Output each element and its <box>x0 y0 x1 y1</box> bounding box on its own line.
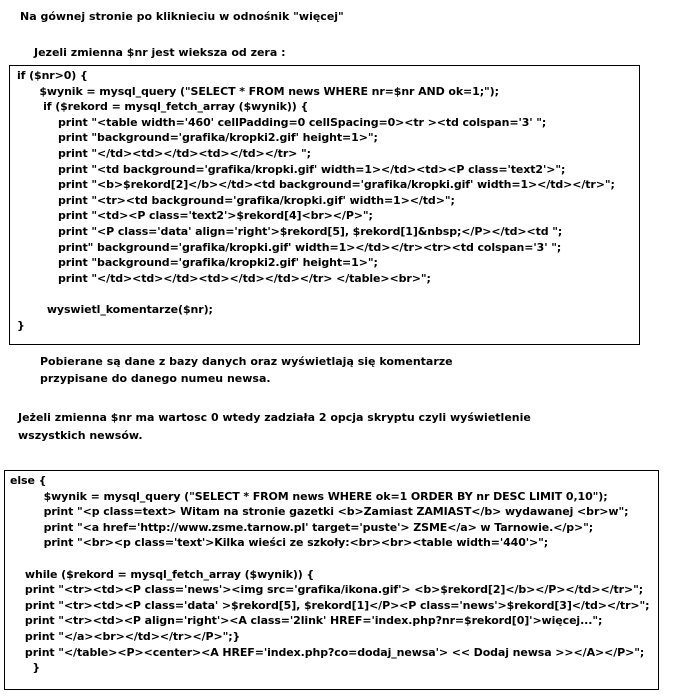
code-line: print "<br><p class='text'>Kilka wieści ze szkoły:<br><br><table width='440'>"; <box>10 536 549 550</box>
code-line: print "<tr><td><P align='right'><A class='2link' HREF='index.php?nr=$rekord[0]'>więcej..."; <box>10 614 603 628</box>
code-line: print "</td><td></td><td></td></tr> "; <box>17 146 311 160</box>
code-line: print "<tr><td><P class='news'><img src='grafika/ikona.gif'> <b>$rekord[2]</b></P></td></tr>"; <box>10 583 644 597</box>
code-line: print" background='grafika/kropki.gif' width=1></td></tr><tr><td colspan='3' "; <box>17 240 562 254</box>
code-line: print "background='grafika/kropki2.gif' height=1>"; <box>17 256 378 270</box>
code-line: while ($rekord = mysql_fetch_array ($wynik)) { <box>10 567 315 581</box>
code-line: print "<a href='http://www.zsme.tarnow.pl' target='puste'> ZSME</a> w Tarnowie.</p>"; <box>10 520 594 534</box>
code-line: print "</table><P><center><A HREF='index.php?co=dodaj_newsa'> << Dodaj newsa >></A></P>"; <box>10 645 645 659</box>
section2-intro-line1: Jeżeli zmienna $nr ma wartosc 0 wtedy zadziała 2 opcja skryptu czyli wyświetlenie <box>18 411 531 424</box>
section1-intro: Jezeli zmienna $nr jest wieksza od zera : <box>34 46 286 59</box>
page-heading: Na gównej stronie po kliknieciu w odnośnik "więcej" <box>20 10 344 23</box>
code-line: $wynik = mysql_query ("SELECT * FROM news WHERE nr=$nr AND ok=1;"); <box>17 84 499 98</box>
code-line: print "</a><br></td></tr></P>";} <box>10 629 241 643</box>
code-line: } <box>10 661 41 675</box>
code-line: print "<P class='data' align='right'>$rekord[5], $rekord[1]&nbsp;</P></td><td "; <box>17 224 563 238</box>
code-line: print "<td background='grafika/kropki.gif' width=1></td><td><P class='text2'>"; <box>17 162 566 176</box>
code-line: wyswietl_komentarze($nr); <box>17 302 213 316</box>
code-line: if ($rekord = mysql_fetch_array ($wynik)) { <box>17 100 309 114</box>
code-line: else { <box>10 474 47 487</box>
code-line: print "background='grafika/kropki2.gif' height=1>"; <box>17 131 378 145</box>
code-line <box>10 551 649 567</box>
code-block-else-text <box>10 473 649 676</box>
code-line: print "<td><P class='text2'>$rekord[4]<br></P>"; <box>17 209 373 223</box>
code-line: print "</td><td></td><td></td></td></tr> </table><br>"; <box>17 271 431 285</box>
code-line: print "<tr><td><P class='data' >$rekord[5], $rekord[1]</P><P class='news'>$rekord[3]</td></tr>"; <box>10 598 650 612</box>
code-line: print "<b>$rekord[2]</b></td><td background='grafika/kropki.gif' width=1></td></tr>"; <box>17 178 615 192</box>
code-line: if ($nr>0) { <box>17 69 88 82</box>
code-line: $wynik = mysql_query ("SELECT * FROM news WHERE ok=1 ORDER BY nr DESC LIMIT 0,10"); <box>10 489 608 503</box>
code-line: } <box>17 318 25 332</box>
code-block-if-text <box>17 68 615 333</box>
code-line: print "<table width='460' cellPadding=0 cellSpacing=0><tr ><td colspan='3' "; <box>17 115 547 129</box>
section1-description-line1: Pobierane są dane z bazy danych oraz wyświetlają się komentarze <box>40 355 453 368</box>
section1-description-line2: przypisane do danego numeu newsa. <box>40 372 271 385</box>
code-line <box>17 286 615 302</box>
code-line: print "<p class=text> Witam na stronie gazetki <b>Zamiast ZAMIAST</b> wydawanej <br>w"; <box>10 505 629 519</box>
section2-intro-line2: wszystkich newsów. <box>18 429 143 442</box>
code-line: print "<tr><td background='grafika/kropki.gif' width=1></td>"; <box>17 193 455 207</box>
